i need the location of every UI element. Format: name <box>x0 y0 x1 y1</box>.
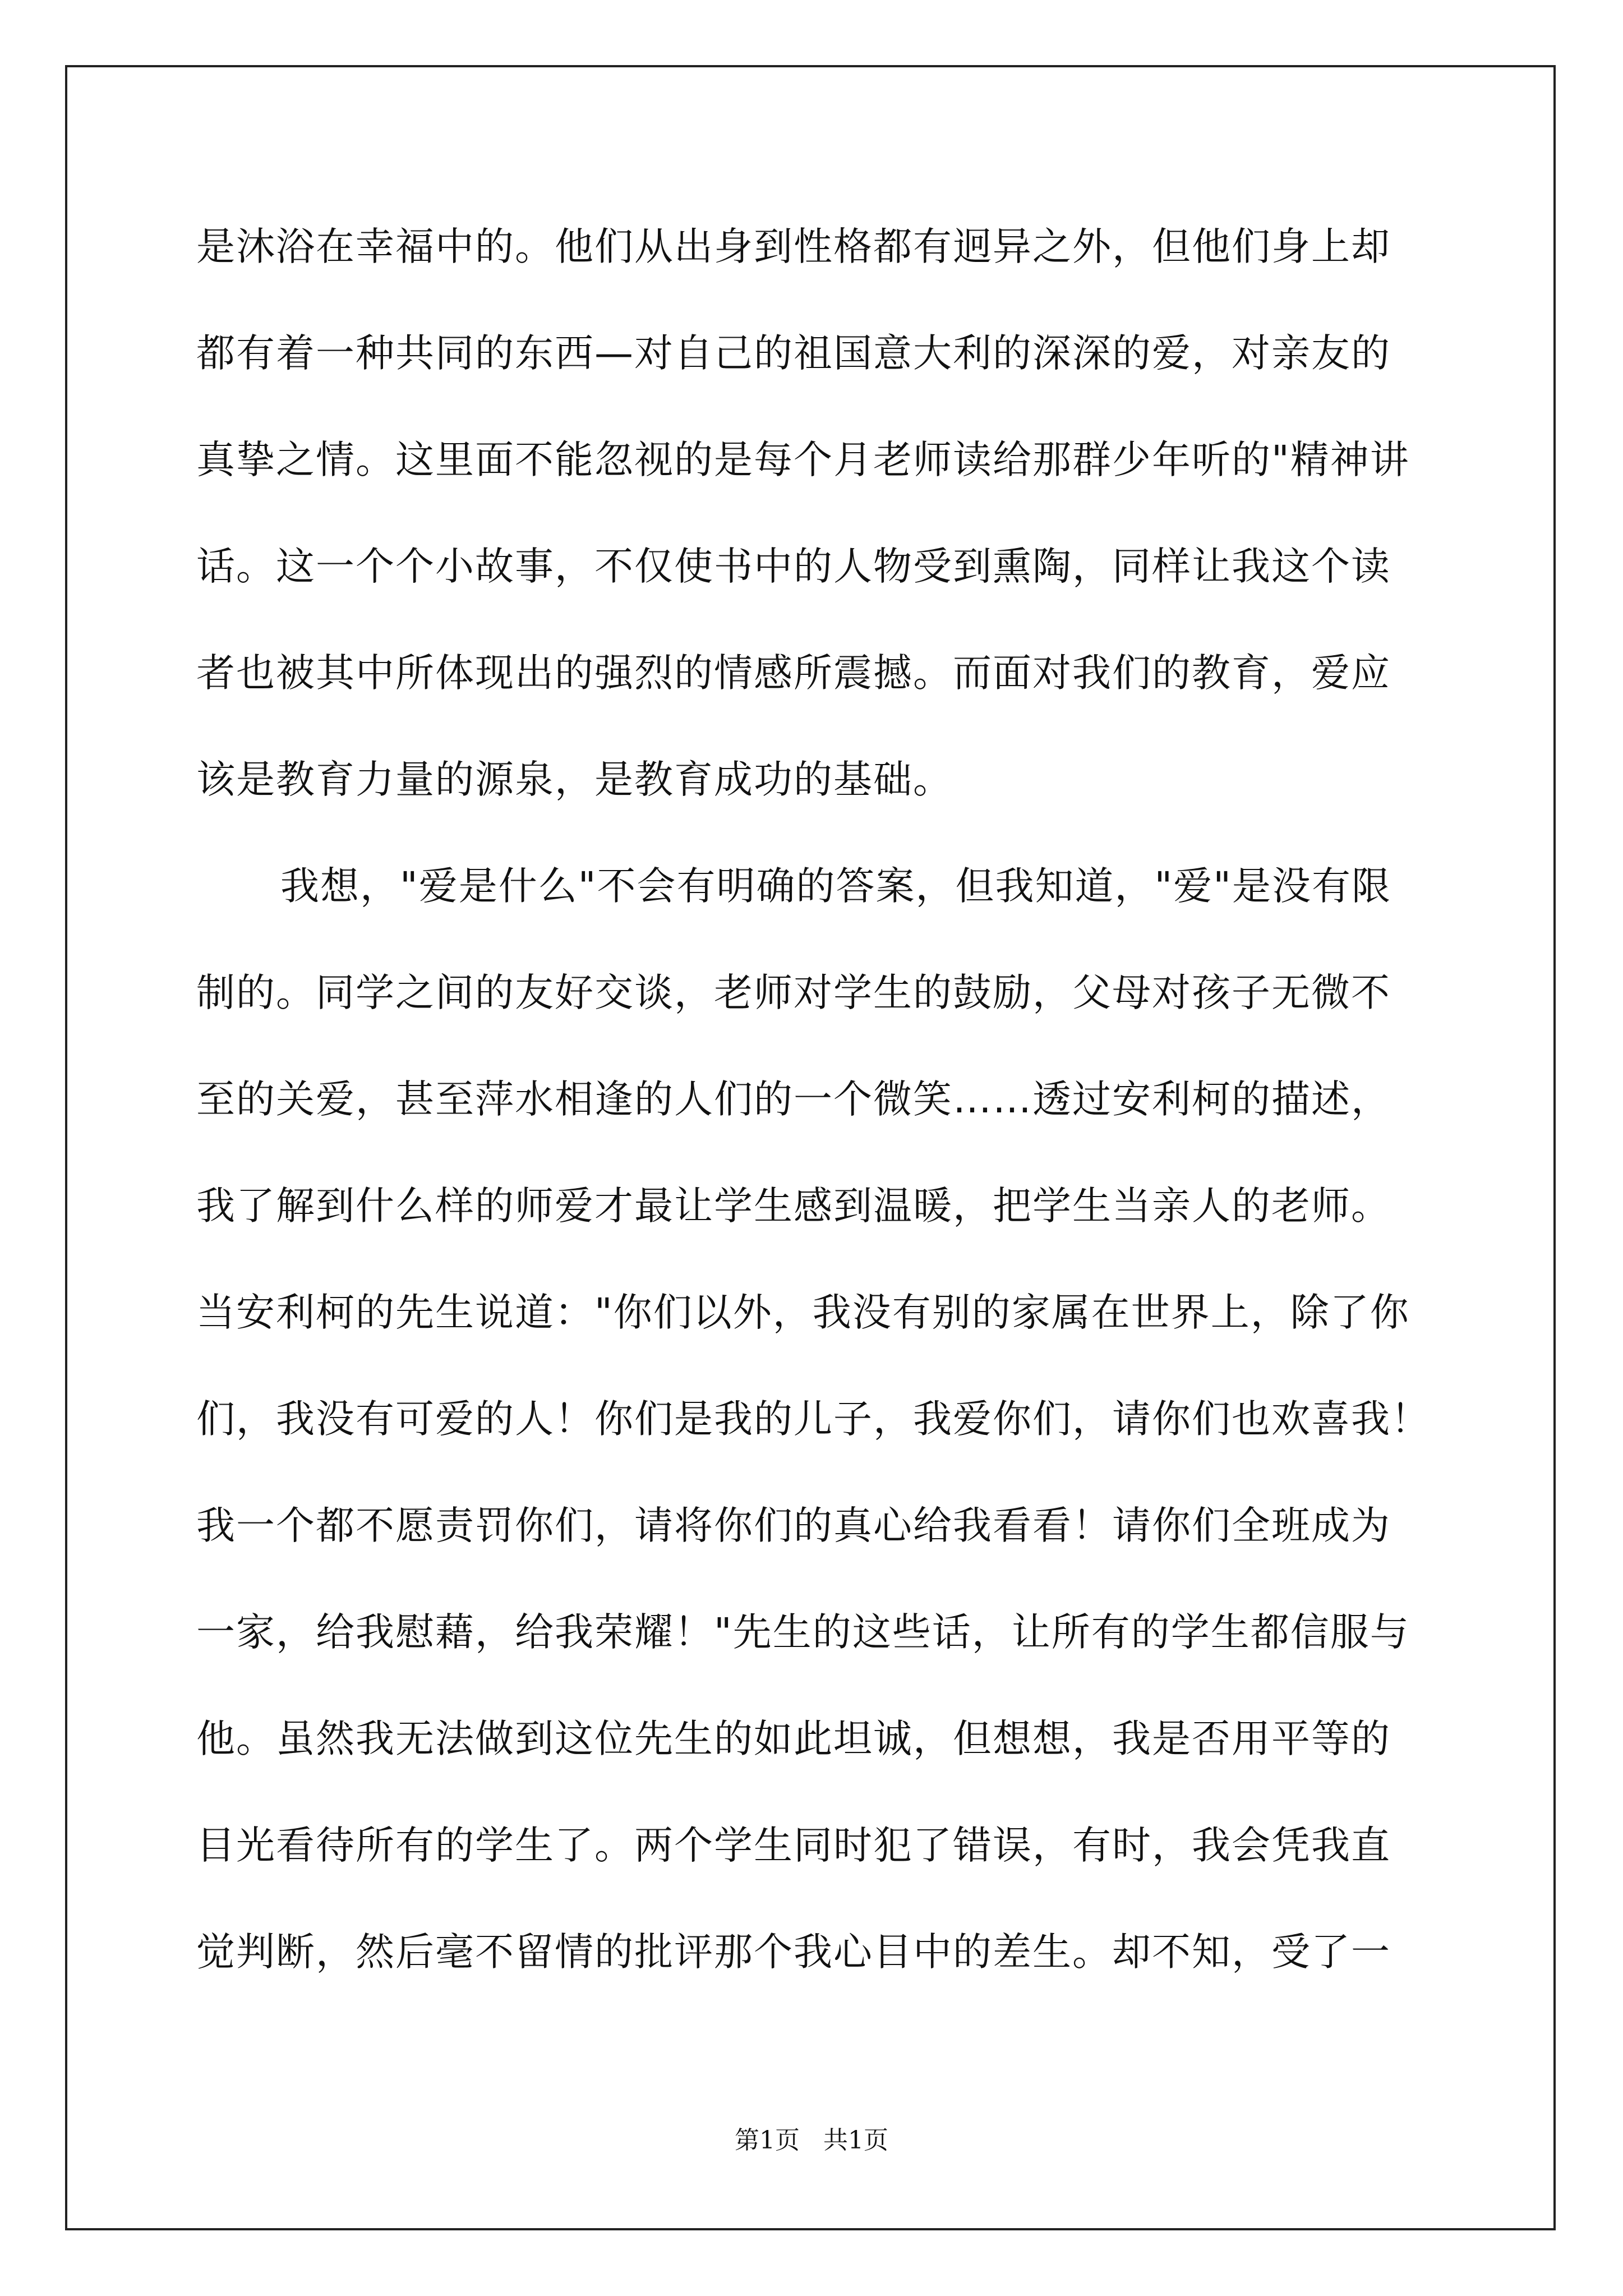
text-line-8: 制的。同学之间的友好交谈，老师对学生的鼓励，父母对孩子无微不 <box>196 970 1391 1015</box>
text-line-10: 我了解到什么样的师爱才最让学生感到温暖，把学生当亲人的老师。 <box>196 1184 1391 1228</box>
page-footer: 第1页 共1页 <box>735 2126 888 2155</box>
text-line-14: 一家，给我慰藉，给我荣耀！"先生的这些话，让所有的学生都信服与 <box>196 1610 1410 1655</box>
text-line-15: 他。虽然我无法做到这位先生的如此坦诚，但想想，我是否用平等的 <box>196 1717 1391 1761</box>
text-line-6: 该是教育力量的源泉，是教育成功的基础。 <box>196 757 953 802</box>
text-line-11: 当安利柯的先生说道："你们以外，我没有别的家属在世界上，除了你 <box>196 1290 1410 1335</box>
text-line-16: 目光看待所有的学生了。两个学生同时犯了错误，有时，我会凭我直 <box>196 1823 1391 1868</box>
text-line-1: 是沐浴在幸福中的。他们从出身到性格都有迥异之外，但他们身上却 <box>196 224 1391 269</box>
text-line-5: 者也被其中所体现出的强烈的情感所震撼。而面对我们的教育，爱应 <box>196 651 1391 696</box>
text-line-12: 们，我没有可爱的人！你们是我的儿子，我爱你们，请你们也欢喜我！ <box>196 1397 1431 1442</box>
text-line-17: 觉判断，然后毫不留情的批评那个我心目中的差生。却不知，受了一 <box>196 1930 1391 1975</box>
text-line-13: 我一个都不愿责罚你们，请将你们的真心给我看看！请你们全班成为 <box>196 1503 1391 1548</box>
text-line-4: 话。这一个个小故事，不仅使书中的人物受到熏陶，同样让我这个读 <box>196 544 1391 589</box>
text-line-7: 我想，"爱是什么"不会有明确的答案，但我知道，"爱"是没有限 <box>280 864 1391 909</box>
text-line-9: 至的关爱，甚至萍水相逢的人们的一个微笑……透过安利柯的描述， <box>196 1077 1391 1122</box>
text-line-3: 真挚之情。这里面不能忽视的是每个月老师读给那群少年听的"精神讲 <box>196 438 1410 482</box>
page-border <box>65 65 1556 2230</box>
text-line-2: 都有着一种共同的东西—对自己的祖国意大利的深深的爱，对亲友的 <box>196 331 1391 376</box>
